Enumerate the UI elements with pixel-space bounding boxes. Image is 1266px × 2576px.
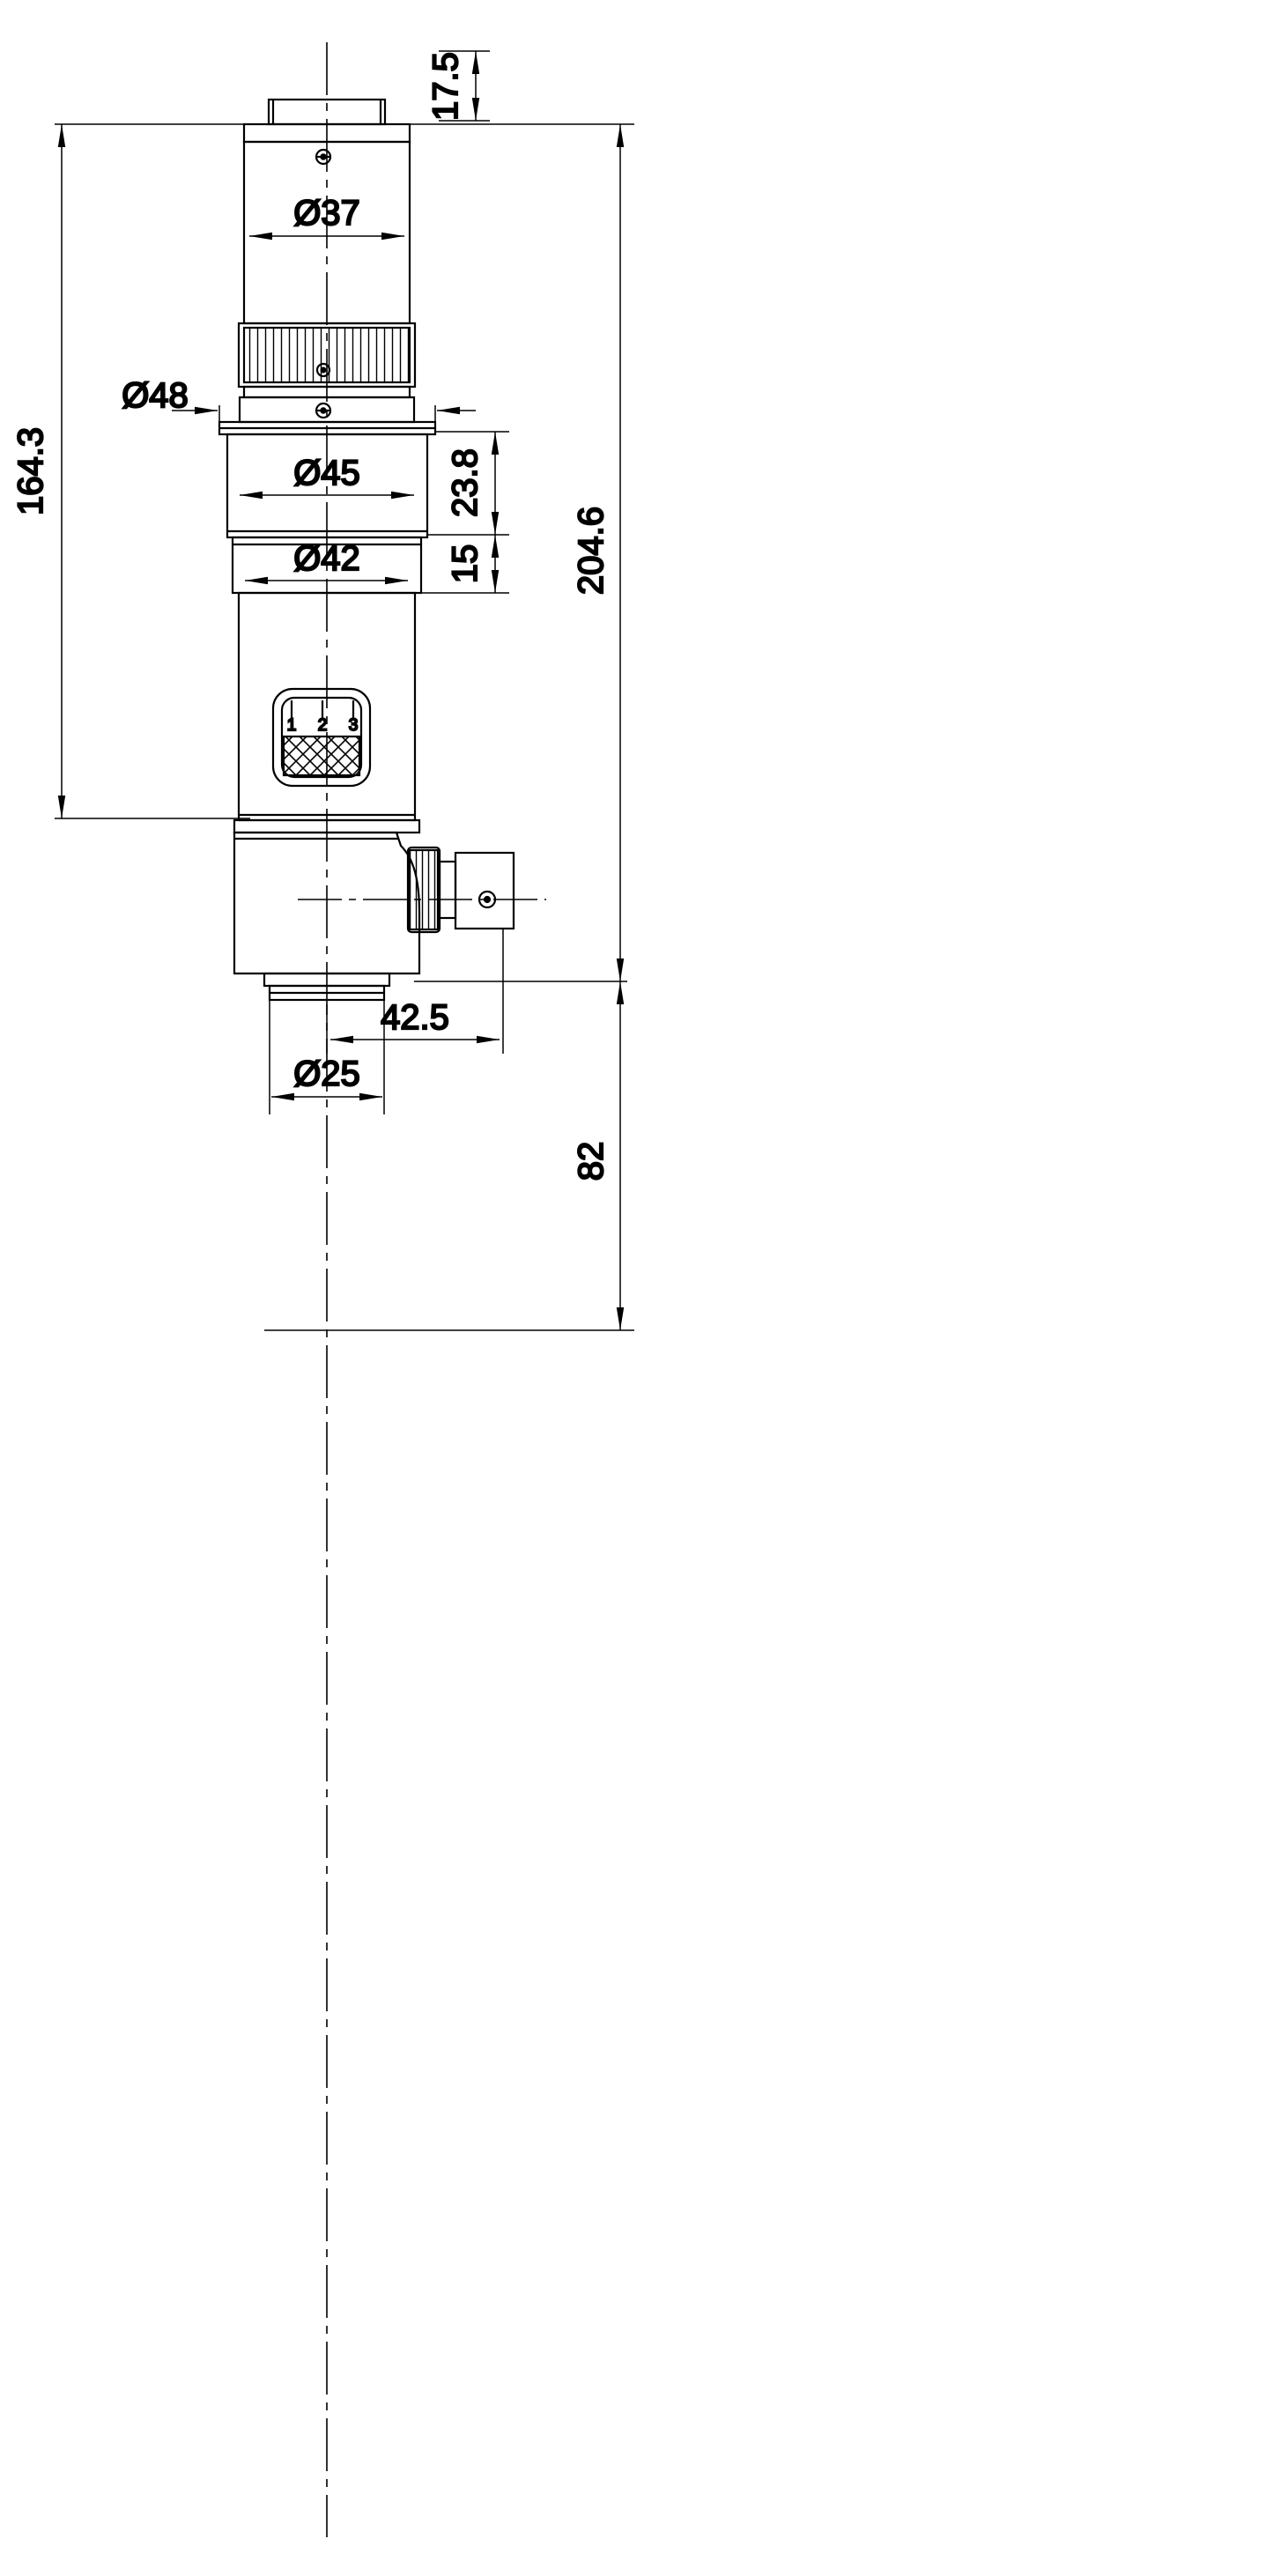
dim-label-23-8: 23.8 [446,448,485,517]
scale-tick-1: 1 [286,716,297,735]
dim-label-15: 15 [446,544,485,584]
dim-label-204-6: 204.6 [572,506,611,596]
zoom-index-window [273,689,370,786]
dim-label-42-5: 42.5 [381,998,449,1037]
dim-label-17-5: 17.5 [426,52,465,121]
scale-tick-2: 2 [317,716,328,735]
dim-label-82: 82 [572,1141,611,1181]
dim-label-48: Ø48 [122,376,189,415]
knurled-focus-ring [239,323,415,387]
dim-label-45: Ø45 [293,454,360,492]
dim-label-37: Ø37 [293,194,360,233]
dim-label-25: Ø25 [293,1055,360,1093]
side-adjust-knob [408,848,514,932]
dim-label-42: Ø42 [293,539,360,578]
scale-tick-3: 3 [348,716,359,735]
dim-label-164-3: 164.3 [11,426,50,516]
